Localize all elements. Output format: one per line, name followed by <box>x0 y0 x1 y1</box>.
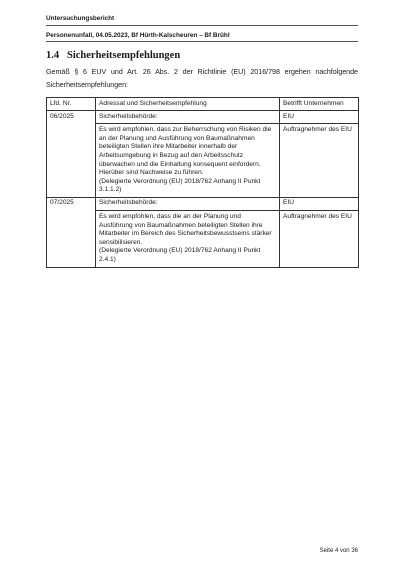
row-addressee: Sicherheitsbehörde: <box>99 199 158 207</box>
row-recommendation-text <box>96 210 279 265</box>
recommendation-reference: (Delegierte Verordnung (EU) 2018/762 Anhang II Punkt 2.4.1) <box>99 247 261 263</box>
row-number: 07/2025 <box>47 197 96 267</box>
row-addressee: Sicherheitsbehörde: <box>99 112 158 120</box>
page-number: Seite 4 von 36 <box>319 548 358 554</box>
recommendation-body: Es wird empfohlen, dass die an der Planung und Ausführung von Baumaßnahmen beteiligten Stellen ihre Mitarbeiter im Bereich des Sicherheitsbewusstseins stärker sensibilisieren. <box>99 213 272 246</box>
header-lfd-nr: Lfd. Nr. <box>47 98 96 111</box>
row-recommendation <box>96 197 280 267</box>
header-rule-top <box>46 25 358 26</box>
company-secondary: Auftragnehmer des EIU <box>280 210 358 222</box>
header-rule-bottom <box>46 41 358 42</box>
table-row <box>47 111 359 198</box>
section-title: Sicherheitsempfehlungen <box>67 50 181 61</box>
recommendation-body: Es wird empfohlen, dass zur Beherrschung von Risiken die an der Planung und Ausführung von Baumaßnahmen beteiligten Stellen ihre Mitarbeiter innerhalb der Arbeitsumgebung in Bezug auf den Arbeitsschutz überwachen und die Einhaltung konsequent einfordern. Hierüber sind Nachweise zu führen. <box>99 126 272 177</box>
intro-paragraph: Gemäß § 6 EUV und Art. 26 Abs. 2 der Richtlinie (EU) 2016/798 ergehen nachfolgende Sicherheitsempfehlungen: <box>46 68 358 89</box>
report-title: Untersuchungsbericht <box>46 15 115 22</box>
company-secondary: Auftragnehmer des EIU <box>280 123 358 135</box>
report-subtitle: Personenunfall, 04.05.2023, Bf Hürth-Kalscheuren – Bf Brühl <box>46 32 230 39</box>
company-primary: EIU <box>283 199 294 207</box>
company-primary: EIU <box>283 112 294 120</box>
section-heading <box>46 50 180 61</box>
row-number: 06/2025 <box>47 111 96 198</box>
row-recommendation-text <box>96 123 279 195</box>
header-addressee: Adressat und Sicherheitsempfehlung <box>96 98 280 111</box>
row-company <box>280 197 359 267</box>
recommendation-reference: (Delegierte Verordnung (EU) 2018/762 Anhang II Punkt 3.1.1.2) <box>99 177 261 194</box>
table-row <box>47 197 359 267</box>
table-header-row <box>47 98 359 111</box>
row-company <box>280 111 359 198</box>
header-company: Betrifft Unternehmen <box>280 98 359 111</box>
section-number: 1.4 <box>46 50 60 61</box>
recommendations-table <box>46 97 359 268</box>
row-recommendation <box>96 111 280 198</box>
